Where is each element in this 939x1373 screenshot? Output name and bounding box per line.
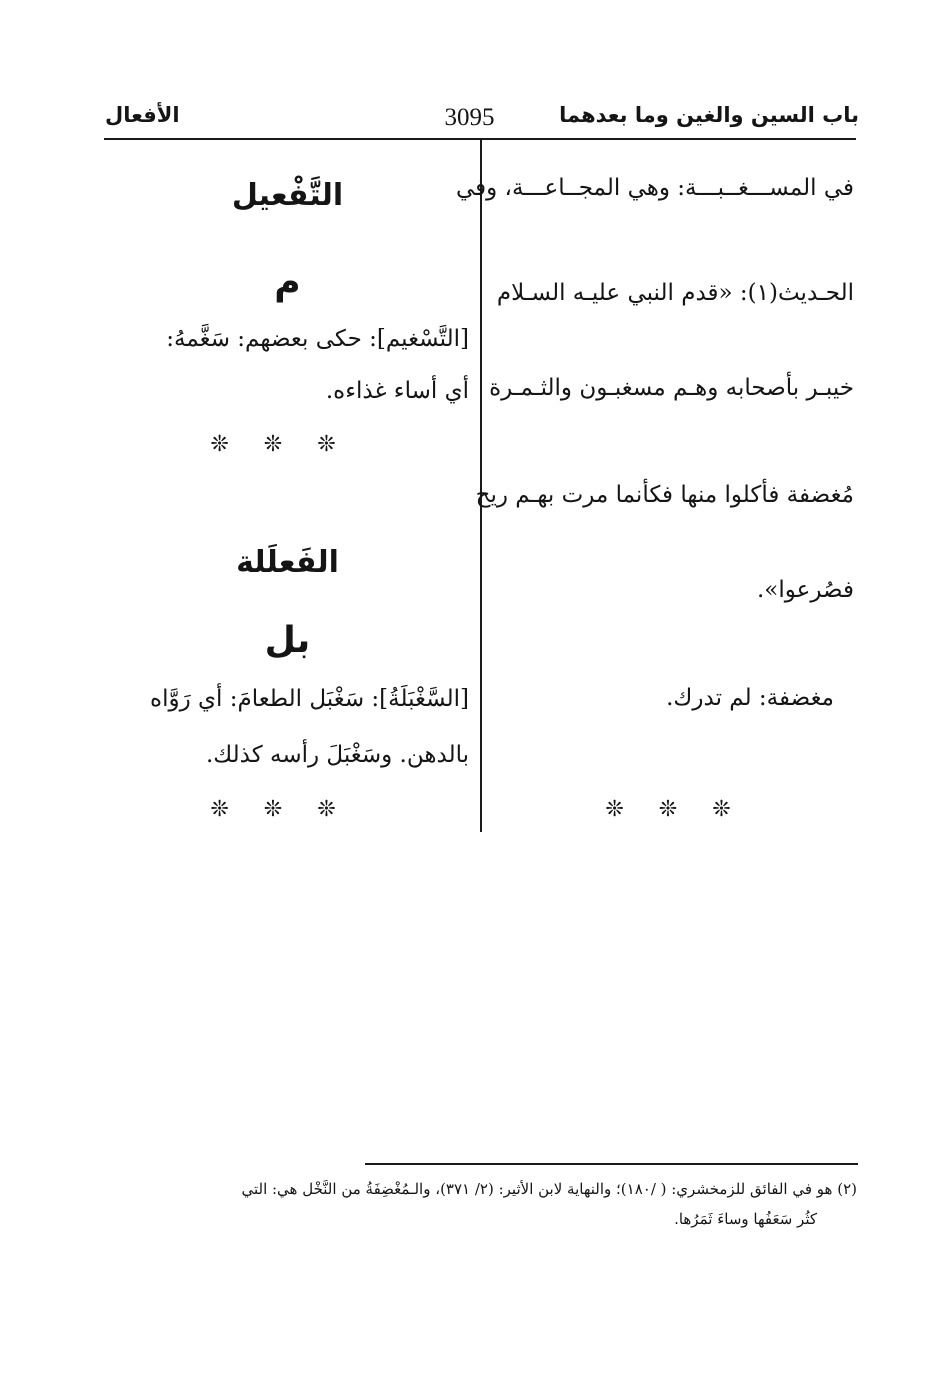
root-heading: م xyxy=(274,262,301,303)
section-heading: التَّفْعيل xyxy=(231,178,344,213)
page-number: 3095 xyxy=(444,104,495,131)
text-line: فصُرعوا». xyxy=(756,577,854,603)
entry-line: بالدهن. وسَغْبَلَ رأسه كذلك. xyxy=(205,742,469,768)
running-header-left: الأفعال xyxy=(105,103,180,127)
footnote-rule xyxy=(365,1163,858,1165)
text-line: في المســـغــبـــة: وهي المجــاعـــة، وفي xyxy=(455,175,854,201)
text-line: الحـديث(١): «قدم النبي عليـه السـلام xyxy=(496,280,854,306)
section-heading: الفَعلَلة xyxy=(236,545,339,580)
footnote-line: (٢) هو في الفائق للزمخشري: ( /١٨٠)؛ والنهاية لابن الأثير: (٢/ ٣٧١)، والـمُغْضِفَةُ من النَّخْل هي: التي xyxy=(241,1180,857,1198)
root-heading: بل xyxy=(264,620,311,661)
text-line: مُغضفة فأكلوا منها فكأنما مرت بهـم ريح xyxy=(475,482,854,508)
gloss-line: مغضفة: لم تدرك. xyxy=(666,685,834,711)
footnote-line: كثُر سَعَفُها وساءَ ثَمَرُها. xyxy=(674,1210,817,1228)
section-separator: ❊ ❊ ❊ xyxy=(210,432,350,457)
entry-line: [التَّسْغيم]: حكى بعضهم: سَغَّمهُ: xyxy=(166,326,469,352)
entry-line: [السَّغْبَلَةُ]: سَغْبَل الطعامَ: أي رَوَّاه xyxy=(150,686,469,712)
section-separator: ❊ ❊ ❊ xyxy=(210,797,350,822)
section-separator: ❊ ❊ ❊ xyxy=(605,797,745,822)
entry-line: أي أساء غذاءه. xyxy=(325,378,469,404)
running-header-right: باب السين والغين وما بعدهما xyxy=(559,103,859,127)
text-line: خيبـر بأصحابه وهـم مسغبـون والثـمـرة xyxy=(489,375,854,401)
